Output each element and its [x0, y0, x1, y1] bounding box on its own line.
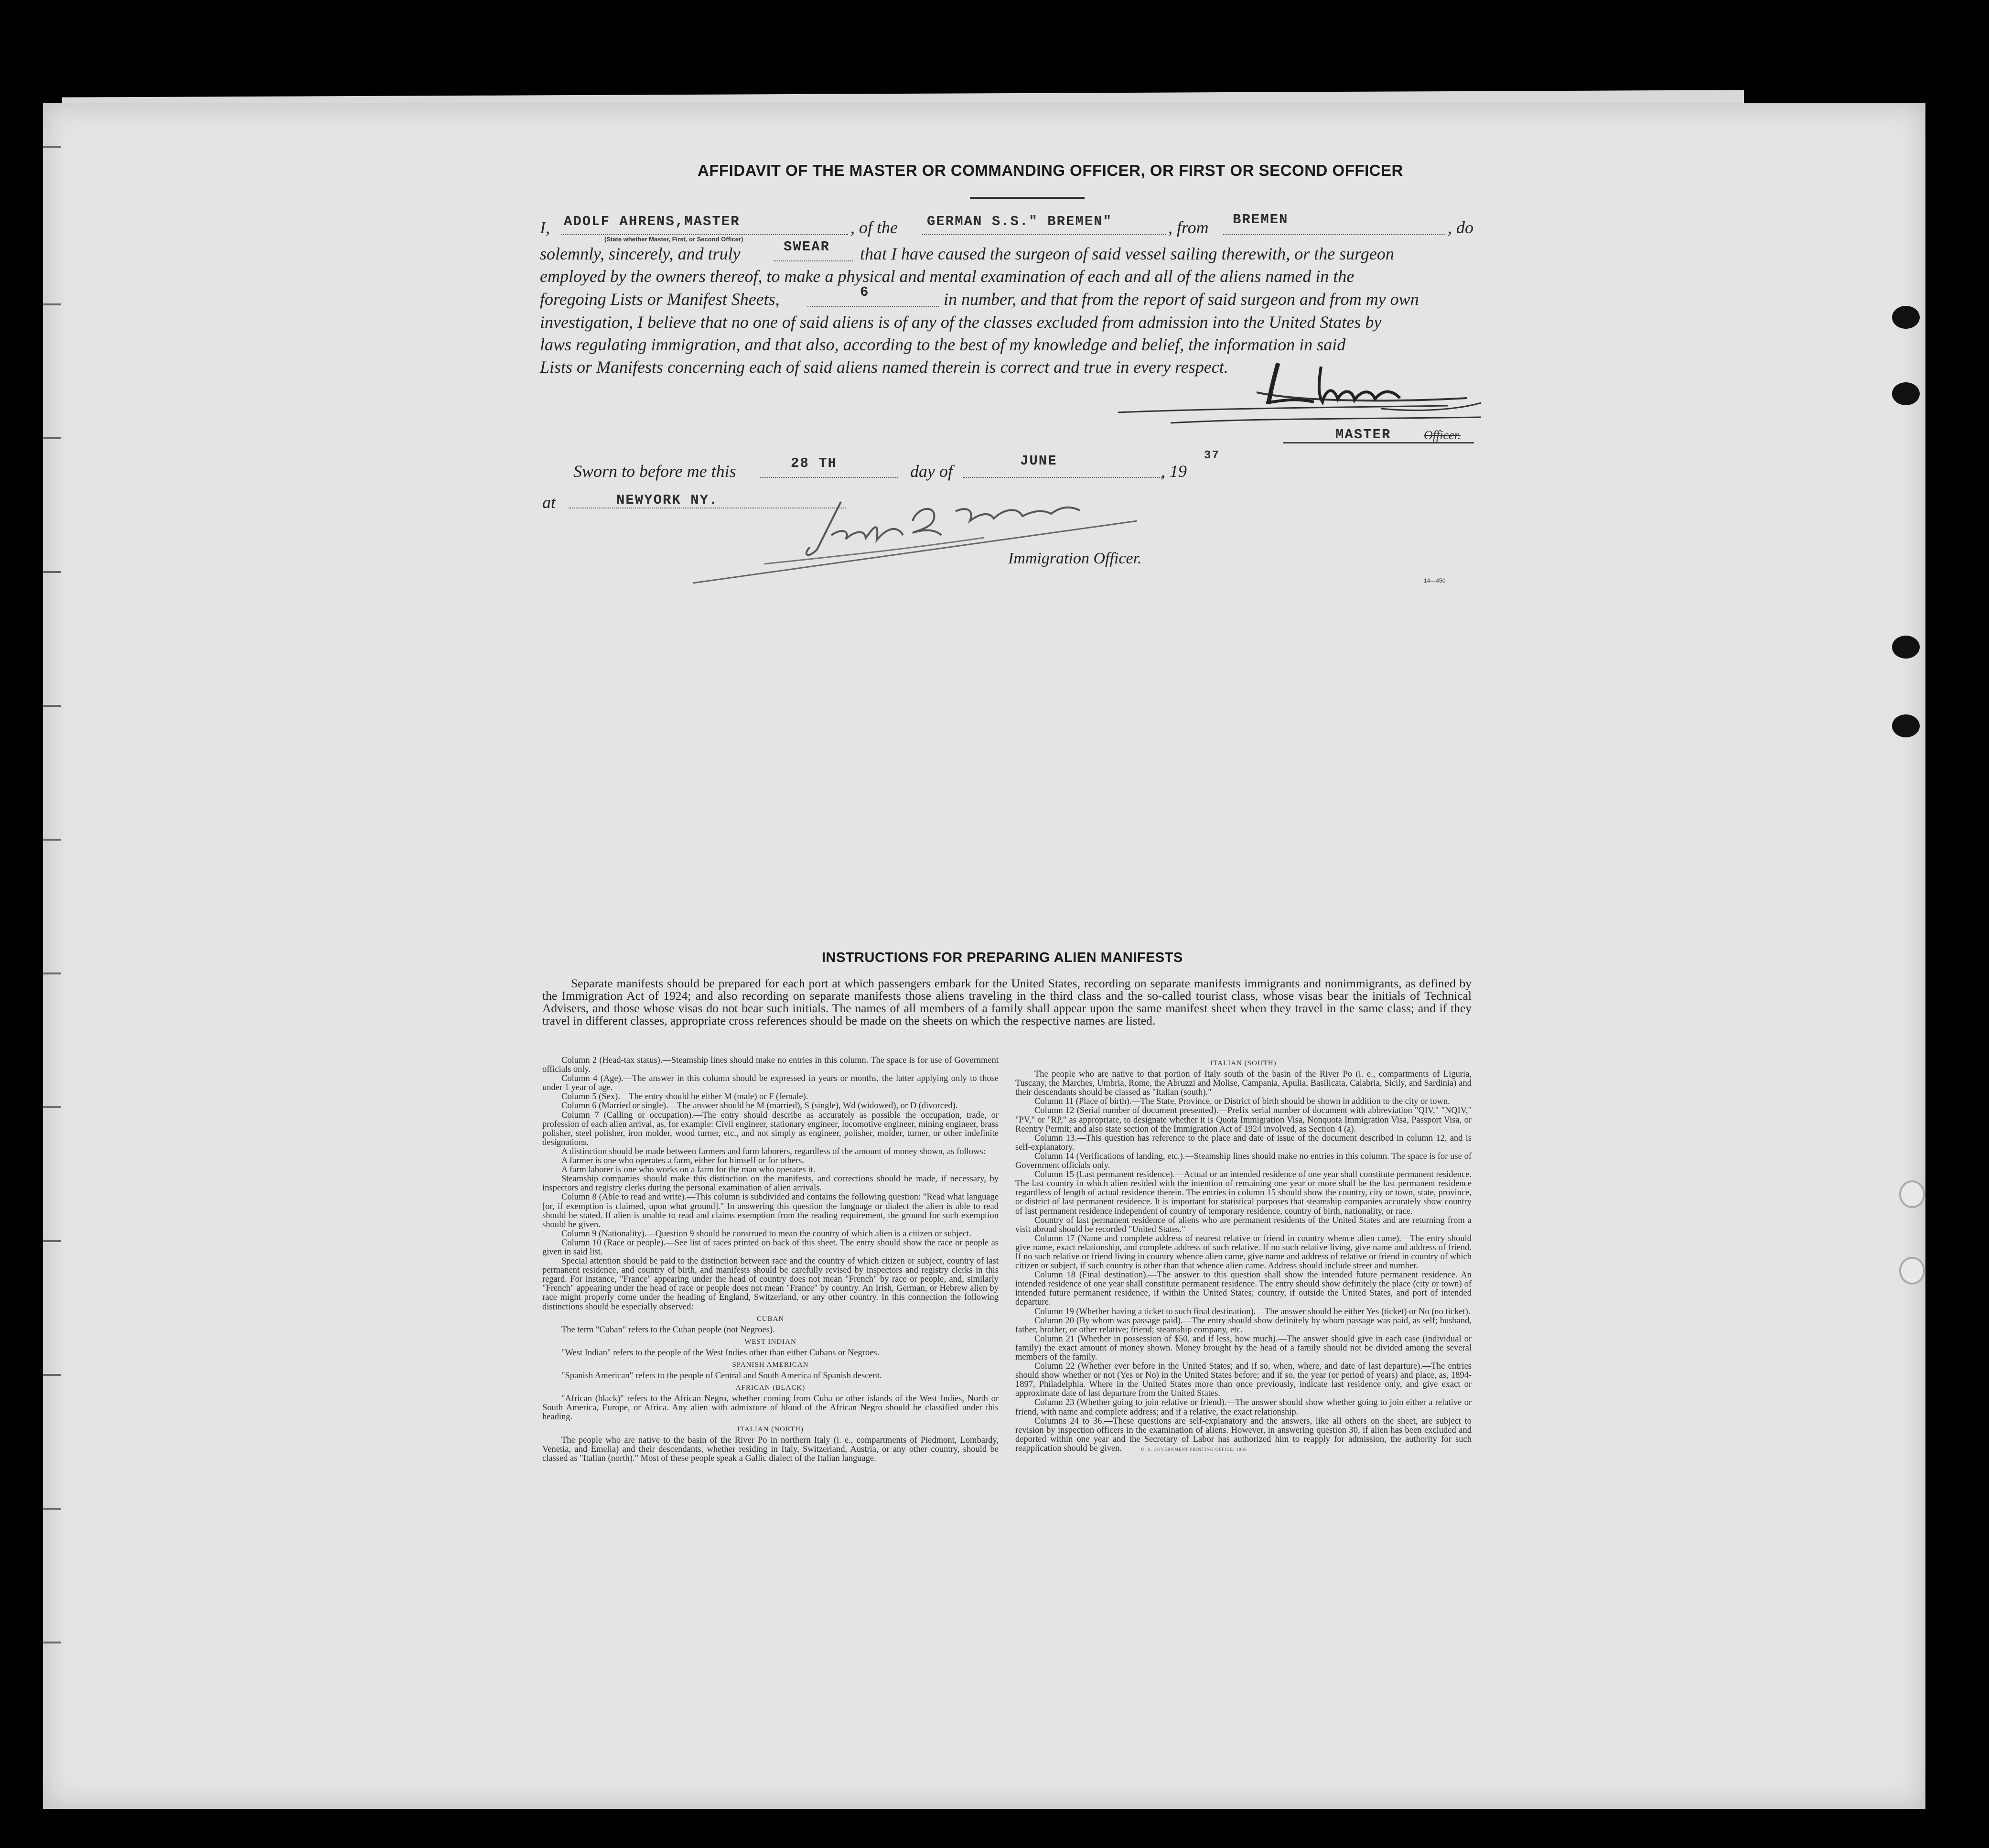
title-rule: [970, 197, 1085, 199]
instruction-paragraph: The people who are native to that portion of Italy south of the basin of the River Po (i. e., compartments of Liguria, Tuscany, the Marches, Umbria, Rome, the Abruzzi and Molise, Campania, Apulia, Basilicata, Calabria, Sicily, and Sardinia) and their descendants should be classed as "Italian (south).": [1015, 1070, 1472, 1098]
officer-note: (State whether Master, First, or Second Officer): [604, 236, 743, 243]
affidavit-text: foregoing Lists or Manifest Sheets,: [540, 290, 780, 309]
sworn-text: day of: [910, 462, 953, 481]
affidavit-text: Lists or Manifests concerning each of said aliens named therein is correct and true in every respect.: [540, 357, 1228, 377]
port-value: BREMEN: [1233, 212, 1289, 227]
instructions-intro: Separate manifests should be prepared for each port at which passengers embark for the United States, recording on separate manifests immigrants and nonimmigrants, as defined by the Immigration Act of 1924; and also recording on separate manifests those aliens traveling in the third class and the so-called tourist class, whose visas bear the initials of Technical Advisers, and those whose visas do not bear such initials. The names of all members of a family shall appear upon the same manifest sheet when they travel in the same class; and if they travel in different classes, appropriate cross references should be made on the sheets on which the respective names are listed.: [542, 976, 1472, 1027]
fold-mark: [43, 437, 61, 439]
instruction-paragraph: "African (black)" refers to the African Negro, whether coming from Cuba or other islands of the West Indies, North or South America, Europe, or Africa. Any alien with admixture of blood of the African Negro should be classified under this heading.: [542, 1394, 999, 1422]
at-label: at: [542, 493, 556, 512]
sheets-rule: [807, 306, 939, 307]
instruction-paragraph: A farm laborer is one who works on a farm for the man who operates it.: [561, 1165, 816, 1175]
instruction-paragraph: "West Indian" refers to the people of the West Indies other than either Cubans or Negroes.: [561, 1348, 880, 1358]
place-value: NEWYORK NY.: [616, 492, 719, 508]
section-heading-italian-south: ITALIAN (SOUTH): [1210, 1059, 1277, 1067]
instruction-paragraph: Special attention should be paid to the distinction between race and the country of which citizen or subject, country of last permanent residence, and country of birth, and manifests should be carefully revised by inspectors and registry clerks in this regard. For instance, "France" appearing under the head of country does not mean "French" by race or people, and, similarly "French" appearing under the head of race or people does not mean "France" by country. An Irish, German, or Hebrew alien by race might properly come under the heading of England, Switzerland, or any other country. In this connection the following distinctions should be especially observed:: [542, 1256, 999, 1312]
instruction-paragraph: Column 22 (Whether ever before in the United States; and if so, when, where, and date of last departure).—The entries should show whether or not (Yes or No) in the United States before; and if so, the year (or period of years) and place, as, 1894-1897, Philadelphia. Where in the United States more than once previously, indicate last residence only, and give exact or approximate date of last departure from the United States.: [1015, 1362, 1472, 1399]
instruction-paragraph: Column 23 (Whether going to join relative or friend).—The answer should show whether going to join either a relative or friend, with name and complete address; and if a relative, the exact relationship.: [1015, 1398, 1472, 1417]
binder-hole: [1892, 636, 1920, 659]
binder-hole: [1899, 1180, 1925, 1208]
instruction-paragraph: [1015, 1417, 1472, 1454]
officer-struck: Officer.: [1424, 428, 1461, 442]
fold-mark: [43, 146, 61, 148]
instruction-paragraph: The people who are native to the basin of the River Po in northern Italy (i. e., compartments of Piedmont, Lombardy, Venetia, and Emelia) and their descendants, whether residing in Italy, Switzerland, Austria, or any other country, should be classed as "Italian (north)." Most of these people speak a Gallic dialect of the Italian language.: [542, 1435, 999, 1463]
instruction-paragraph: A farmer is one who operates a farm, either for himself or for others.: [561, 1156, 805, 1166]
section-heading-spanish-american: SPANISH AMERICAN: [732, 1361, 809, 1369]
fold-mark: [43, 1240, 61, 1242]
day-rule: [760, 477, 898, 478]
sworn-text: , 19: [1161, 462, 1187, 481]
instruction-paragraph: Country of last permanent residence of aliens who are permanent residents of the United States and are returning from a visit abroad should be recorded "United States.": [1015, 1215, 1472, 1234]
vessel-rule: [922, 234, 1166, 235]
instruction-paragraph: Column 6 (Married or single).—The answer should be M (married), S (single), Wd (widowed), or D (divorced).: [561, 1101, 958, 1111]
instruction-paragraph: Column 18 (Final destination).—The answer to this question shall show the intended future permanent residence. An intended residence of one year shall constitute permanent residence. The entry should show definitely the place (city or town) of intended future permanent residence, if within the United States; country, if outside the United States, and port of intended departure.: [1015, 1270, 1472, 1308]
sworn-text: Sworn to before me this: [573, 462, 736, 481]
master-name-value: ADOLF AHRENS,MASTER: [564, 214, 740, 229]
fold-mark: [43, 571, 61, 573]
year-value: 37: [1204, 449, 1220, 462]
instruction-paragraph: Column 17 (Name and complete address of nearest relative or friend in country whence alien came).—The entry should give name, exact relationship, and complete address of such relative. If no such relative living, give name and address of friend. If no such relative or friend living in country whence alien came, give name and address of relative or friend in country of which citizen or subject, if such country is other than that whence alien came. Address should include street and number.: [1015, 1233, 1472, 1271]
rank-value: MASTER: [1335, 427, 1391, 443]
instruction-paragraph: Column 21 (Whether in possession of $50, and if less, how much).—The answer should give in each case (individual or family) the exact amount of money shown. Money brought by the head of a family should not be divided among the several members of the family.: [1015, 1334, 1472, 1362]
affidavit-text: investigation, I believe that no one of said aliens is of any of the classes excluded from admission into the United States by: [540, 313, 1382, 332]
fold-mark: [43, 973, 61, 974]
affidavit-word: , of the: [850, 218, 898, 237]
affidavit-text: employed by the owners thereof, to make a physical and mental examination of each and all of the aliens named in the: [540, 267, 1355, 286]
instruction-paragraph: "Spanish American" refers to the people of Central and South America of Spanish descent.: [561, 1371, 882, 1381]
instruction-paragraph: Column 7 (Calling or occupation).—The entry should describe as accurately as possible the occupation, trade, or profession of each alien arrival, as, for example: Civil engineer, stationary engineer, locomotive engineer, mining engineer, brass polisher, steel polisher, iron molder, wood turner, etc., and not simply as engineer, polisher, molder, turner, or other indefinite designations.: [542, 1110, 999, 1147]
immigration-officer-label: Immigration Officer.: [1008, 550, 1142, 567]
affidavit-text: solemnly, sincerely, and truly: [540, 244, 741, 263]
instruction-paragraph: Column 12 (Serial number of document presented).—Prefix serial number of document with abbreviation "QIV," "NQIV," "PV," or "RP," as appropriate, to designate whether it is Quota Immigration Visa, Nonquota Immigration Visa, Passport Visa, or Reentry Permit; and also state section of the Immigration Act of 1924 involved, as Section 4 (a).: [1015, 1106, 1472, 1134]
month-rule: [963, 477, 1163, 478]
instruction-paragraph: Column 15 (Last permanent residence).—Actual or an intended residence of one year shall constitute permanent residence. The last country in which alien resided with the intention of remaining one year or more shall be the last permanent residence regardless of length of actual residence therein. The entries in column 15 should show the country, city or town, state, province, or district of last permanent residence. It is important for statistical purposes that steamship companies accurately show country of last permanent residence independent of country of temporary residence, country of birth, nationality, or race.: [1015, 1170, 1472, 1216]
instructions-right-column: [1015, 1056, 1472, 1454]
instruction-paragraph: Column 5 (Sex).—The entry should be either M (male) or F (female).: [561, 1092, 808, 1102]
instruction-paragraph: Column 19 (Whether having a ticket to such final destination).—The answer should be either Yes (ticket) or No (no ticket).: [1034, 1307, 1471, 1317]
port-rule: [1223, 234, 1445, 235]
section-heading-italian-north: ITALIAN (NORTH): [737, 1425, 804, 1433]
printing-office-note: U. S. GOVERNMENT PRINTING OFFICE: 1936: [1140, 1447, 1247, 1452]
day-value: 28 TH: [791, 455, 838, 471]
affidavit-text: that I have caused the surgeon of said vessel sailing therewith, or the surgeon: [860, 244, 1394, 263]
instruction-paragraph: A distinction should be made between farmers and farm laborers, regardless of the amount of money shown, as follows:: [561, 1146, 986, 1156]
instruction-paragraph: Column 4 (Age).—The answer in this column should be expressed in years or months, the latter applying only to those under 1 year of age.: [542, 1074, 999, 1093]
instruction-paragraph: Column 11 (Place of birth).—The State, Province, or District of birth should be shown in addition to the city or town.: [1034, 1097, 1450, 1107]
instructions-title: INSTRUCTIONS FOR PREPARING ALIEN MANIFESTS: [822, 950, 1183, 965]
binder-hole: [1892, 382, 1920, 405]
affidavit-text: laws regulating immigration, and that also, according to the best of my knowledge and belief, the information in said: [540, 335, 1346, 354]
instruction-paragraph: Column 8 (Able to read and write).—This column is subdivided and contains the following question: "Read what language [or, if exemption is claimed, upon what ground]." In answering this question the language or dialect the alien is able to read should be stated. If alien is unable to read and claims exemption from the reading requirement, the ground for such exemption should be given.: [542, 1192, 999, 1230]
affidavit-word: , do: [1448, 218, 1473, 237]
instruction-paragraph: Column 20 (By whom was passage paid).—The entry should show definitely by whom passage was paid, as self; husband, father, brother, or other relative; friend; steamship company, etc.: [1015, 1316, 1472, 1335]
fold-mark: [43, 839, 61, 841]
affidavit-word: , from: [1168, 218, 1209, 237]
binder-hole: [1892, 306, 1920, 329]
instruction-paragraph: Column 2 (Head-tax status).—Steamship lines should make no entries in this column. The space is for use of Government officials only.: [542, 1056, 999, 1075]
fold-mark: [43, 1508, 61, 1510]
fold-mark: [43, 1374, 61, 1376]
immigration-officer-signature: [688, 492, 1142, 588]
fold-mark: [43, 705, 61, 707]
affidavit-text: in number, and that from the report of said surgeon and from my own: [944, 290, 1419, 309]
affidavit-word: I,: [540, 218, 550, 237]
instruction-paragraph: Column 14 (Verifications of landing, etc.).—Steamship lines should make no entries in this column. The space is for use of Government officials only.: [1015, 1151, 1472, 1171]
binder-hole: [1892, 714, 1920, 737]
instruction-text: Columns 24 to 36.—These questions are self-explanatory and the answers, like all others on the sheet, are subject to revision by inspection officers in the examination of aliens. However, in answering question 30, if alien has been excluded and deported within one year and the Secretary of Labor has authorized him to reapply for admission, the authority for such reapplication should be given.: [1015, 1416, 1472, 1453]
oath-rule: [774, 260, 853, 261]
oath-value: SWEAR: [784, 239, 830, 255]
form-number: 14—450: [1424, 577, 1446, 584]
instruction-paragraph: Column 13.—This question has reference to the place and date of issue of the document described in column 12, and is self-explanatory.: [1015, 1133, 1472, 1152]
section-heading-west-indian: WEST INDIAN: [744, 1338, 796, 1346]
vessel-value: GERMAN S.S." BREMEN": [927, 214, 1113, 229]
affidavit-title: AFFIDAVIT OF THE MASTER OR COMMANDING OFFICER, OR FIRST OR SECOND OFFICER: [698, 162, 1403, 179]
master-signature: [1113, 356, 1486, 428]
fold-mark: [43, 1642, 61, 1643]
instruction-paragraph: The term "Cuban" refers to the Cuban people (not Negroes).: [561, 1325, 775, 1335]
instruction-paragraph: Steamship companies should make this distinction on the manifests, and corrections should be made, if necessary, by inspectors and registry clerks during the personal examination of alien arrivals.: [542, 1174, 999, 1193]
section-heading-african: AFRICAN (BLACK): [735, 1384, 806, 1392]
month-value: JUNE: [1020, 453, 1057, 469]
instruction-paragraph: Column 10 (Race or people).—See list of races printed on back of this sheet. The entry should show the race or people as given in said list.: [542, 1238, 999, 1257]
binder-hole: [1899, 1257, 1925, 1285]
instructions-left-column: [542, 1056, 999, 1463]
section-heading-cuban: CUBAN: [756, 1315, 785, 1323]
master-name-rule: [561, 234, 848, 235]
fold-mark: [43, 303, 61, 305]
fold-mark: [43, 1106, 61, 1108]
instruction-paragraph: Column 9 (Nationality).—Question 9 should be construed to mean the country of which alien is a citizen or subject.: [561, 1229, 972, 1239]
sheets-value: 6: [860, 284, 870, 300]
